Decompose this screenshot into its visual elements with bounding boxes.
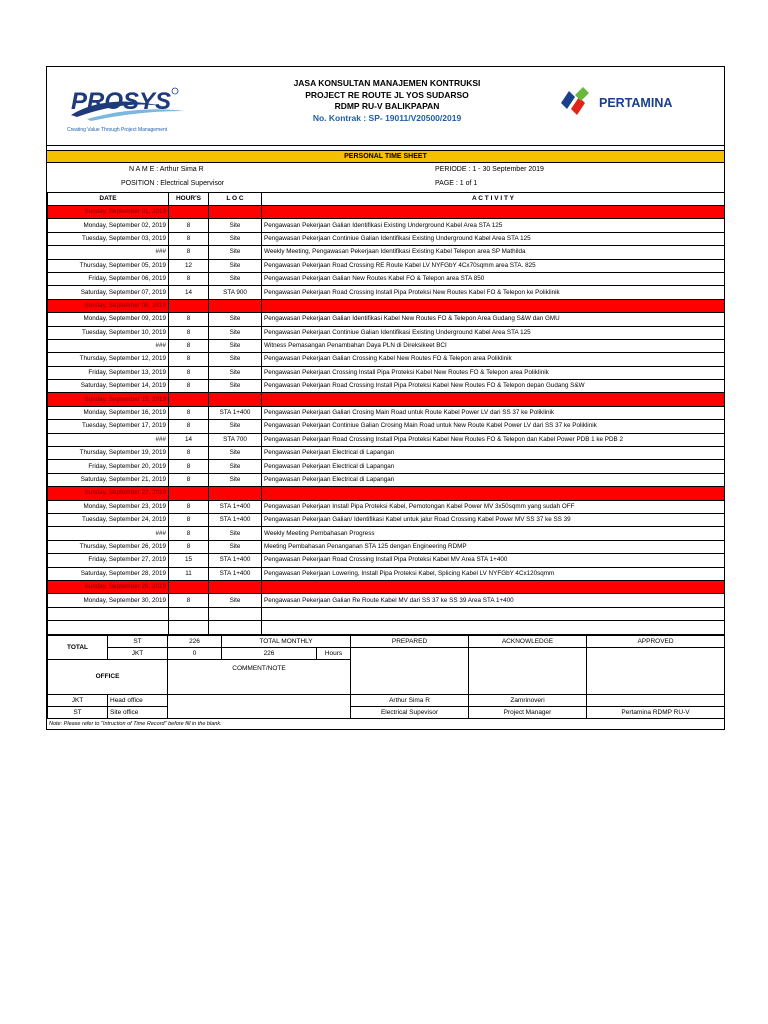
row-activity: Pengawasan Pekerjaan Lowering, Install Pipa Proteksi Kabel, Splicing Kabel LV NYFGbY 4Cx120sqmm	[262, 567, 725, 580]
row-date: Friday, September 06, 2019	[48, 272, 169, 285]
sunday-row	[48, 206, 725, 219]
row-date: ###	[48, 246, 169, 259]
row-date: Sunday, September 29, 2019	[48, 580, 169, 593]
row-activity: -	[262, 487, 725, 500]
row-hours: 11	[169, 567, 209, 580]
head-office-label: Head office	[108, 694, 168, 706]
table-row	[48, 259, 725, 272]
row-date: Tuesday, September 17, 2019	[48, 420, 169, 433]
timesheet-table	[47, 192, 725, 635]
header-line1: JASA KONSULTAN MANAJEMEN KONTRUKSI	[293, 78, 481, 88]
row-loc: -	[209, 487, 262, 500]
comment-label: COMMENT/NOTE	[168, 659, 351, 677]
sunday-row	[48, 580, 725, 593]
table-row	[48, 232, 725, 245]
prepared-label: PREPARED	[351, 635, 469, 647]
row-activity: Pengawasan Pekerjaan Install Pipa Proteksi Kabel, Pemotongan Kabel Power MV 3x50sqmm yang sudah OFF	[262, 500, 725, 513]
row-hours: 8	[169, 380, 209, 393]
row-loc: Site	[209, 219, 262, 232]
row-hours: 8	[169, 232, 209, 245]
row-loc	[209, 607, 262, 620]
row-activity: Witness Pemasangan Penambahan Daya PLN di Direksikeet BCI	[262, 339, 725, 352]
row-activity	[262, 607, 725, 620]
table-row	[48, 219, 725, 232]
row-date: Monday, September 09, 2019	[48, 313, 169, 326]
row-loc: -	[209, 580, 262, 593]
office-label: OFFICE	[48, 659, 168, 694]
prosys-logo-text: PROSYS	[71, 88, 172, 115]
row-activity: -	[262, 299, 725, 312]
pertamina-logo-text: PERTAMINA	[599, 96, 673, 110]
sunday-row	[48, 299, 725, 312]
row-loc: Site	[209, 540, 262, 553]
row-date: Thursday, September 05, 2019	[48, 259, 169, 272]
prosys-logo	[67, 85, 227, 135]
row-hours: 8	[169, 272, 209, 285]
row-loc: Site	[209, 473, 262, 486]
row-date	[48, 607, 169, 620]
prepared-name: Arthur Sima R	[351, 694, 469, 706]
table-row	[48, 607, 725, 620]
row-activity	[262, 621, 725, 634]
row-activity: Weekly Meeting Pembahasan Progress	[262, 527, 725, 540]
row-activity: Pengawasan Pekerjaan Galian New Routes Kabel FO & Telepon area STA 850	[262, 272, 725, 285]
table-row	[48, 447, 725, 460]
row-date: Monday, September 02, 2019	[48, 219, 169, 232]
row-date: Saturday, September 07, 2019	[48, 286, 169, 299]
table-row	[48, 339, 725, 352]
row-date: ###	[48, 527, 169, 540]
contract-number: No. Kontrak : SP- 19011/V20500/2019	[312, 112, 462, 123]
table-row	[48, 567, 725, 580]
jkt-label: JKT	[108, 647, 168, 659]
row-loc: Site	[209, 339, 262, 352]
row-loc: STA 1+400	[209, 500, 262, 513]
row-loc: Site	[209, 259, 262, 272]
row-loc: STA 900	[209, 286, 262, 299]
approved-signature	[587, 647, 725, 694]
row-loc: STA 1+400	[209, 554, 262, 567]
row-activity: Pengawasan Pekerjaan Galian Crosing Main Road untuk Route Kabel Power LV dari SS 37 ke Poliklinik	[262, 406, 725, 419]
prosys-logo-mark	[67, 85, 227, 125]
table-row	[48, 513, 725, 526]
acknowledge-name: Zamrinoveri	[469, 694, 587, 706]
table-row	[48, 353, 725, 366]
row-loc	[209, 621, 262, 634]
col-activity: A C T I V I T Y	[262, 193, 725, 206]
row-hours: 8	[169, 326, 209, 339]
row-activity: -	[262, 393, 725, 406]
col-hours: HOUR'S	[169, 193, 209, 206]
row-date: ###	[48, 433, 169, 446]
section-title: PERSONAL TIME SHEET	[47, 150, 724, 163]
acknowledge-label: ACKNOWLEDGE	[469, 635, 587, 647]
row-activity: Pengawasan Pekerjaan Galian/ Identifikasi Kabel untuk jalur Road Crossing Kabel Power MV SS 37 ke SS 39	[262, 513, 725, 526]
table-row	[48, 246, 725, 259]
row-hours: 8	[169, 353, 209, 366]
table-row	[48, 621, 725, 634]
table-row	[48, 594, 725, 607]
row-hours: 14	[169, 286, 209, 299]
row-hours: 8	[169, 313, 209, 326]
row-date: Thursday, September 26, 2019	[48, 540, 169, 553]
row-loc: STA 1+400	[209, 567, 262, 580]
sunday-row	[48, 393, 725, 406]
row-hours: 8	[169, 406, 209, 419]
header-line3: RDMP RU-V BALIKPAPAN	[334, 101, 440, 111]
table-row	[48, 380, 725, 393]
row-hours: 8	[169, 366, 209, 379]
row-loc: Site	[209, 527, 262, 540]
prepared-signature	[351, 647, 469, 694]
row-activity: Pengawasan Pekerjaan Galian Identifikasi Kabel New Routes FO & Telepon Area Gudang S&W dan GMU	[262, 313, 725, 326]
st-value: 226	[168, 635, 222, 647]
row-activity: -	[262, 206, 725, 219]
employee-position: POSITION : Electrical Supervisor	[121, 180, 225, 187]
row-activity: Pengawasan Pekerjaan Galian Crossing Kabel New Routes FO & Telepon area Poliklinik	[262, 353, 725, 366]
row-date: Saturday, September 14, 2019	[48, 380, 169, 393]
row-hours: 8	[169, 513, 209, 526]
row-hours: 8	[169, 420, 209, 433]
row-activity: Pengawasan Pekerjaan Electrical di Lapangan	[262, 460, 725, 473]
row-loc: STA 1+400	[209, 406, 262, 419]
row-hours: 12	[169, 259, 209, 272]
table-row	[48, 527, 725, 540]
row-loc: Site	[209, 447, 262, 460]
row-date: Saturday, September 28, 2019	[48, 567, 169, 580]
row-loc: Site	[209, 272, 262, 285]
row-hours	[169, 621, 209, 634]
period: PERIODE : 1 - 30 September 2019	[435, 166, 544, 173]
employee-name: N A M E : Arthur Sima R	[129, 166, 204, 173]
row-activity: Pengawasan Pekerjaan Galian Re Route Kabel MV dari SS 37 ke SS 39 Area STA 1+400	[262, 594, 725, 607]
row-activity: Weekly Meeting, Pengawasan Pekerjaan Identifikasi Existing Kabel Telepon area SP Mathilda	[262, 246, 725, 259]
row-hours: 8	[169, 219, 209, 232]
pertamina-logo-mark	[557, 87, 597, 117]
table-row	[48, 313, 725, 326]
row-hours: -	[169, 580, 209, 593]
row-loc: -	[209, 206, 262, 219]
row-date: ###	[48, 339, 169, 352]
acknowledge-signature	[469, 647, 587, 694]
row-activity: Pengawasan Pekerjaan Galian Identifikasi Existing Underground Kabel Area STA 125	[262, 219, 725, 232]
row-loc: -	[209, 393, 262, 406]
sunday-row	[48, 487, 725, 500]
row-loc: Site	[209, 313, 262, 326]
jkt-value: 0	[168, 647, 222, 659]
row-hours: 8	[169, 339, 209, 352]
table-row	[48, 366, 725, 379]
row-date: Thursday, September 19, 2019	[48, 447, 169, 460]
table-row	[48, 433, 725, 446]
total-monthly-label: TOTAL MONTHLY	[222, 635, 351, 647]
row-hours: -	[169, 206, 209, 219]
employee-info	[47, 163, 724, 192]
st-office-label: ST	[48, 706, 108, 718]
table-row	[48, 286, 725, 299]
approved-label: APPROVED	[587, 635, 725, 647]
table-row	[48, 272, 725, 285]
row-hours: 8	[169, 527, 209, 540]
row-hours: 15	[169, 554, 209, 567]
row-date: Friday, September 20, 2019	[48, 460, 169, 473]
timesheet	[46, 66, 725, 730]
row-loc: Site	[209, 594, 262, 607]
row-hours: 8	[169, 473, 209, 486]
row-date: Thursday, September 12, 2019	[48, 353, 169, 366]
row-loc: Site	[209, 246, 262, 259]
approved-name	[587, 694, 725, 706]
row-date: Sunday, September 01, 2019	[48, 206, 169, 219]
row-hours: 8	[169, 500, 209, 513]
col-loc: L O C	[209, 193, 262, 206]
row-loc: Site	[209, 326, 262, 339]
st-label: ST	[108, 635, 168, 647]
row-date	[48, 621, 169, 634]
row-loc: -	[209, 299, 262, 312]
row-hours: 8	[169, 594, 209, 607]
row-hours: -	[169, 299, 209, 312]
row-hours: 14	[169, 433, 209, 446]
row-date: Sunday, September 08, 2019	[48, 299, 169, 312]
row-loc: Site	[209, 232, 262, 245]
row-date: Monday, September 30, 2019	[48, 594, 169, 607]
jkt-office-label: JKT	[48, 694, 108, 706]
row-hours: 8	[169, 540, 209, 553]
row-activity: Pengawasan Pekerjaan Electrical di Lapangan	[262, 473, 725, 486]
row-loc: Site	[209, 366, 262, 379]
table-row	[48, 406, 725, 419]
row-activity: Pengawasan Pekerjaan Continiue Galian Identifikasi Existing Underground Kabel Area STA 125	[262, 326, 725, 339]
header	[47, 67, 724, 146]
row-hours: 8	[169, 246, 209, 259]
row-date: Friday, September 13, 2019	[48, 366, 169, 379]
prepared-title: Electrical Supevisor	[351, 706, 469, 718]
table-row	[48, 540, 725, 553]
row-date: Sunday, September 15, 2019	[48, 393, 169, 406]
total-label: TOTAL	[48, 635, 108, 659]
row-activity: Pengawasan Pekerjaan Road Crossing Install Pipa Proteksi Kabel New Routes FO & Telepon dan Kabel Power PDB 1 ke PDB 2	[262, 433, 725, 446]
table-row	[48, 460, 725, 473]
row-date: Tuesday, September 24, 2019	[48, 513, 169, 526]
table-row	[48, 326, 725, 339]
table-row	[48, 473, 725, 486]
row-activity: Meeting Pembahasan Penanganan STA 125 dengan Engineering RDMP	[262, 540, 725, 553]
row-activity: Pengawasan Pekerjaan Electrical di Lapangan	[262, 447, 725, 460]
row-loc: STA 700	[209, 433, 262, 446]
row-date: Friday, September 27, 2019	[48, 554, 169, 567]
table-row	[48, 500, 725, 513]
row-hours: -	[169, 393, 209, 406]
row-activity: Pengawasan Pekerjaan Continiue Galian Identifikasi Existing Underground Kabel Area STA 125	[262, 232, 725, 245]
row-date: Tuesday, September 03, 2019	[48, 232, 169, 245]
column-header-row	[48, 193, 725, 206]
row-hours: 8	[169, 447, 209, 460]
footnote: Note: Please refer to "Intruction of Time Record" before fill in the blank.	[49, 720, 222, 727]
row-activity: Pengawasan Pekerjaan Road Crossing RE Route Kabel LV NYFGbY 4Cx70sqmm area STA. 825	[262, 259, 725, 272]
comment-area-lower	[168, 694, 351, 718]
row-date: Saturday, September 21, 2019	[48, 473, 169, 486]
page-number: PAGE : 1 of 1	[435, 180, 478, 187]
row-activity: -	[262, 580, 725, 593]
row-date: Sunday, September 22, 2019	[48, 487, 169, 500]
row-activity: Pengawasan Pekerjaan Crossing Install Pipa Proteksi Kabel New Routes FO & Telepon area Poliklinik	[262, 366, 725, 379]
footer-table	[47, 635, 725, 719]
table-row	[48, 420, 725, 433]
monthly-value: 226	[222, 647, 317, 659]
row-loc: Site	[209, 353, 262, 366]
row-activity: Pengawasan Pekerjaan Road Crossing Install Pipa Proteksi Kabel New Routes FO & Telepon depan Gudang S&W	[262, 380, 725, 393]
row-loc: Site	[209, 380, 262, 393]
row-loc: Site	[209, 420, 262, 433]
row-date: Monday, September 23, 2019	[48, 500, 169, 513]
row-hours	[169, 607, 209, 620]
table-row	[48, 554, 725, 567]
row-activity: Pengawasan Pekerjaan Road Crossing Install Pipa Proteksi Kabel MV Area STA 1+400	[262, 554, 725, 567]
hours-unit: Hours	[317, 647, 351, 659]
header-center	[277, 78, 497, 124]
col-date: DATE	[48, 193, 169, 206]
header-line2: PROJECT RE ROUTE JL YOS SUDARSO	[305, 89, 469, 100]
row-activity: Pengawasan Pekerjaan Road Crossing Install Pipa Proteksi New Routes Kabel FO & Telepon ke Poliklinik	[262, 286, 725, 299]
row-loc: Site	[209, 460, 262, 473]
row-hours: 8	[169, 460, 209, 473]
site-office-label: Site office	[108, 706, 168, 718]
acknowledge-title: Project Manager	[469, 706, 587, 718]
row-date: Monday, September 16, 2019	[48, 406, 169, 419]
comment-area	[168, 677, 351, 695]
row-loc: STA 1+400	[209, 513, 262, 526]
prosys-tagline: Creating Value Through Project Management	[67, 127, 168, 133]
pertamina-logo	[557, 87, 687, 121]
approved-title: Pertamina RDMP RU-V	[587, 706, 725, 718]
row-activity: Pengawasan Pekerjaan Continiue Galian Crosing Main Road untuk New Route Kabel Power LV dari SS 37 ke Poliklinik	[262, 420, 725, 433]
row-hours: -	[169, 487, 209, 500]
row-date: Tuesday, September 10, 2019	[48, 326, 169, 339]
